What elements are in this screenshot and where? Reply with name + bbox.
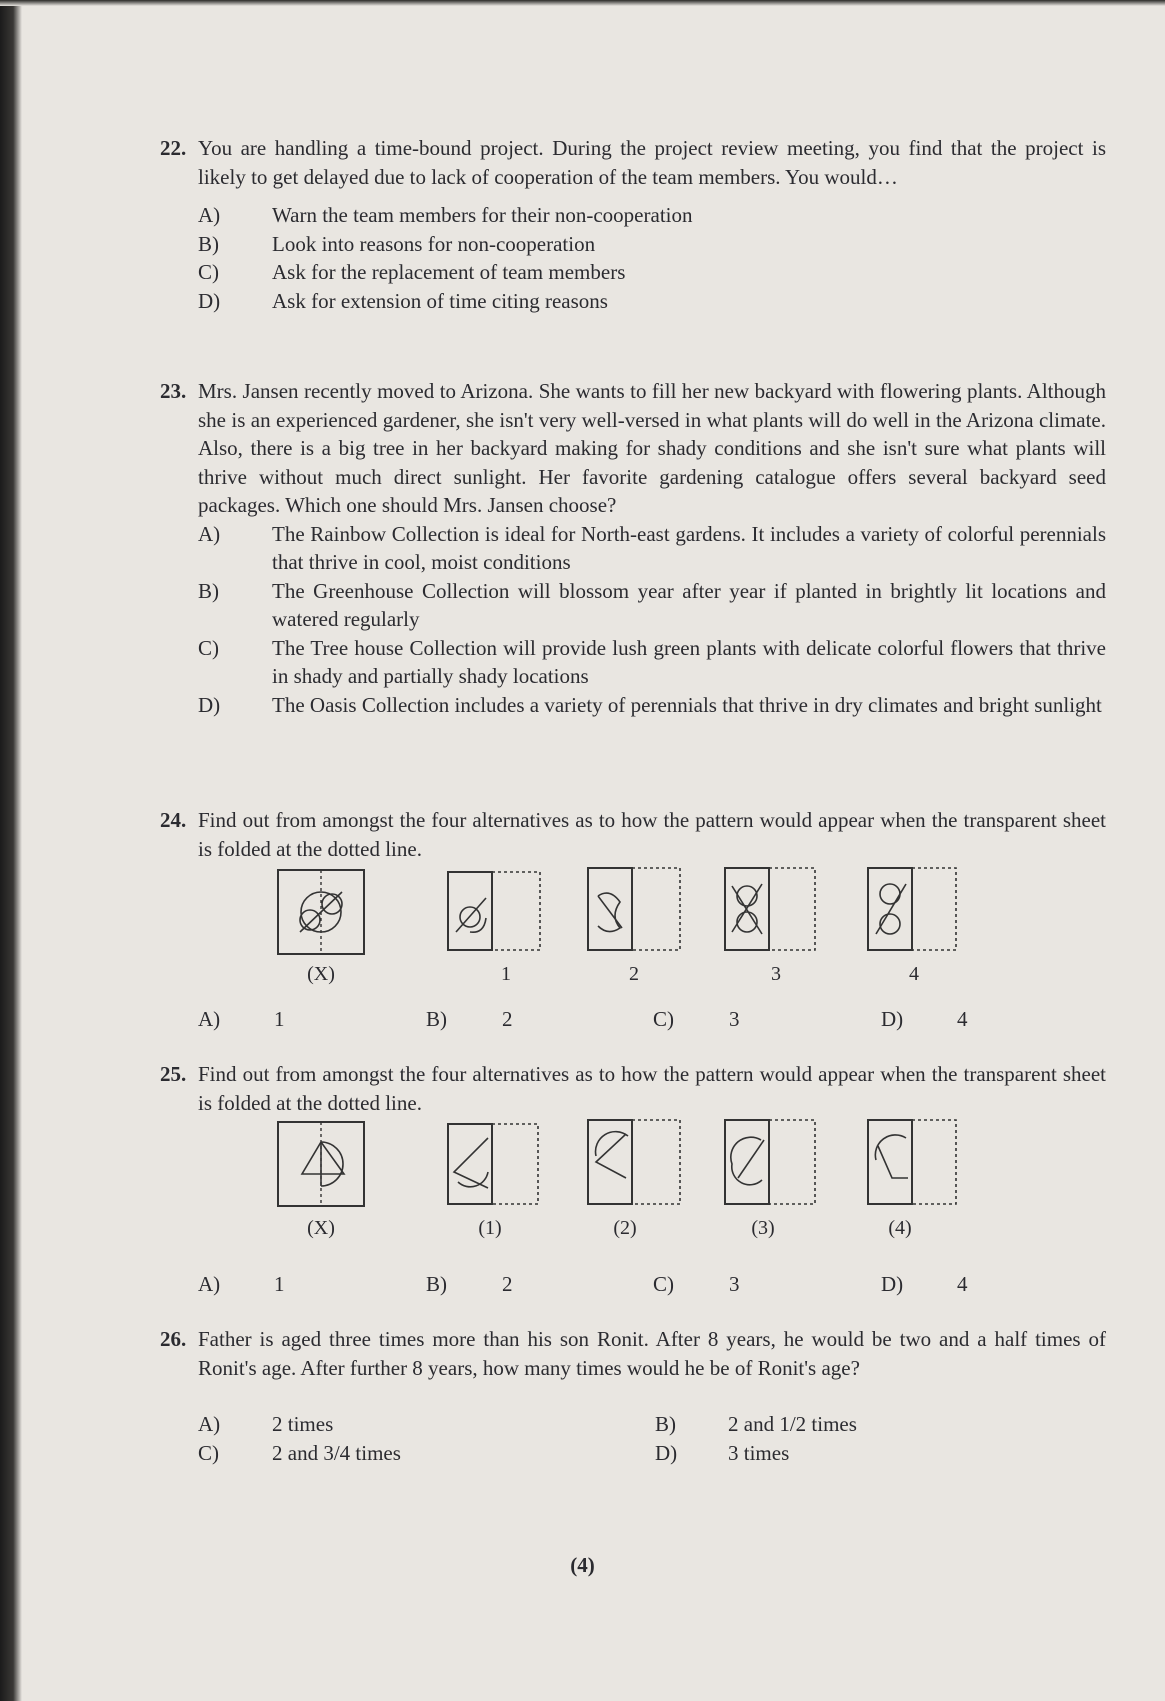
figure-label-4: 4 (909, 963, 919, 985)
option-a[interactable]: A) Warn the team members for their non-cooperation (198, 203, 693, 227)
answer-c-value: 3 (729, 1007, 740, 1031)
answer-a-label[interactable]: A) (198, 1272, 221, 1296)
question-24 (160, 806, 1106, 863)
option-d[interactable]: D) Ask for extension of time citing reasons (198, 288, 608, 313)
figure-label-3: 3 (771, 963, 781, 985)
answer-d-value: 4 (957, 1007, 968, 1031)
answer-a-value: 1 (274, 1272, 285, 1296)
figure-label-x: (X) (307, 1217, 335, 1239)
answer-d-label[interactable]: D) (881, 1272, 904, 1296)
option-figure-1 (448, 872, 540, 950)
question-number: 22. (160, 136, 187, 160)
answer-c-label[interactable]: C) (653, 1007, 674, 1031)
answer-d-value: 4 (957, 1272, 968, 1296)
answer-b-value: 2 (502, 1007, 513, 1031)
answer-b-label[interactable]: B) (426, 1272, 447, 1296)
option-a-text: 2 times (272, 1412, 334, 1436)
figure-label-1: 1 (501, 963, 511, 985)
option-c[interactable]: C) The Tree house Collection will provide lush green plants with delicate colorful flowers that thrive in shady and partially shady locations (198, 635, 1106, 688)
question-number: 24. (160, 808, 187, 832)
figure-label-2: 2 (629, 963, 639, 985)
answer-b-value: 2 (502, 1272, 513, 1296)
option-a[interactable]: A) The Rainbow Collection is ideal for North-east gardens. It includes a variety of colorful perennials that thrive in cool, moist conditions (198, 521, 1106, 574)
option-figure-2 (588, 868, 680, 950)
option-d-label[interactable]: D) (655, 1441, 678, 1465)
option-d[interactable]: D) The Oasis Collection includes a variety of perennials that thrive in dry climates and bright sunlight (198, 692, 1102, 717)
option-c[interactable]: C) Ask for the replacement of team members (198, 260, 626, 284)
question-stem: Mrs. Jansen recently moved to Arizona. She wants to fill her new backyard with flowering plants. Although she is an experienced gardener, she isn't very well-versed in what plants will do well in the Arizona climate. Also, there is a big tree in her backyard making for shady conditions and she isn't sure what plants will thrive without much direct sunlight. Her favorite gardening catalogue offers several backyard seed packages. Which one should Mrs. Jansen choose? (198, 379, 1106, 517)
question-22 (160, 134, 1106, 315)
page-number: (4) (570, 1553, 595, 1577)
option-b[interactable]: B) Look into reasons for non-cooperation (198, 231, 596, 256)
question-23 (160, 377, 1106, 719)
question-stem: Find out from amongst the four alternatives as to how the pattern would appear when the transparent sheet is folded at the dotted line. (198, 808, 1106, 861)
question-number: 26. (160, 1327, 187, 1351)
option-b-text: 2 and 1/2 times (728, 1412, 857, 1436)
answer-a-label[interactable]: A) (198, 1007, 221, 1031)
option-b-label[interactable]: B) (655, 1412, 676, 1436)
fold-figures-25 (270, 1116, 970, 1216)
question-stem: Father is aged three times more than his son Ronit. After 8 years, he would be two and a half times of Ronit's age. After further 8 years, how many times would he be of Ronit's age? (198, 1327, 1106, 1380)
option-figure-4 (868, 1120, 956, 1204)
question-stem: Find out from amongst the four alternatives as to how the pattern would appear when the transparent sheet is folded at the dotted line. (198, 1062, 1106, 1115)
scan-left-edge (0, 0, 22, 1701)
answer-d-label[interactable]: D) (881, 1007, 904, 1031)
question-26 (160, 1325, 1106, 1382)
option-figure-1 (448, 1124, 538, 1204)
question-25 (160, 1060, 1106, 1117)
option-d-text: 3 times (728, 1441, 790, 1465)
figure-x (278, 1122, 364, 1206)
figure-label-x: (X) (307, 963, 335, 985)
figure-label-3: (3) (751, 1217, 775, 1239)
answer-c-value: 3 (729, 1272, 740, 1296)
answer-c-label[interactable]: C) (653, 1272, 674, 1296)
question-number: 23. (160, 379, 187, 403)
question-number: 25. (160, 1062, 187, 1086)
option-figure-4 (868, 868, 956, 950)
option-c-label[interactable]: C) (198, 1441, 219, 1465)
fold-figures-24 (270, 862, 970, 962)
option-a-label[interactable]: A) (198, 1412, 221, 1436)
option-figure-3 (725, 868, 815, 950)
figure-label-4: (4) (888, 1217, 912, 1239)
option-figure-3 (725, 1120, 815, 1204)
option-c-text: 2 and 3/4 times (272, 1441, 401, 1465)
figure-label-2: (2) (613, 1217, 637, 1239)
option-figure-2 (588, 1120, 680, 1204)
answer-a-value: 1 (274, 1007, 285, 1031)
figure-label-1: (1) (478, 1217, 502, 1239)
figure-x (278, 870, 364, 954)
answer-b-label[interactable]: B) (426, 1007, 447, 1031)
scan-top-edge (0, 0, 1165, 6)
question-stem: You are handling a time-bound project. During the project review meeting, you find that the project is likely to get delayed due to lack of cooperation of the team members. You would… (198, 136, 1106, 189)
option-b[interactable]: B) The Greenhouse Collection will blossom year after year if planted in brightly lit locations and watered regularly (198, 578, 1106, 631)
